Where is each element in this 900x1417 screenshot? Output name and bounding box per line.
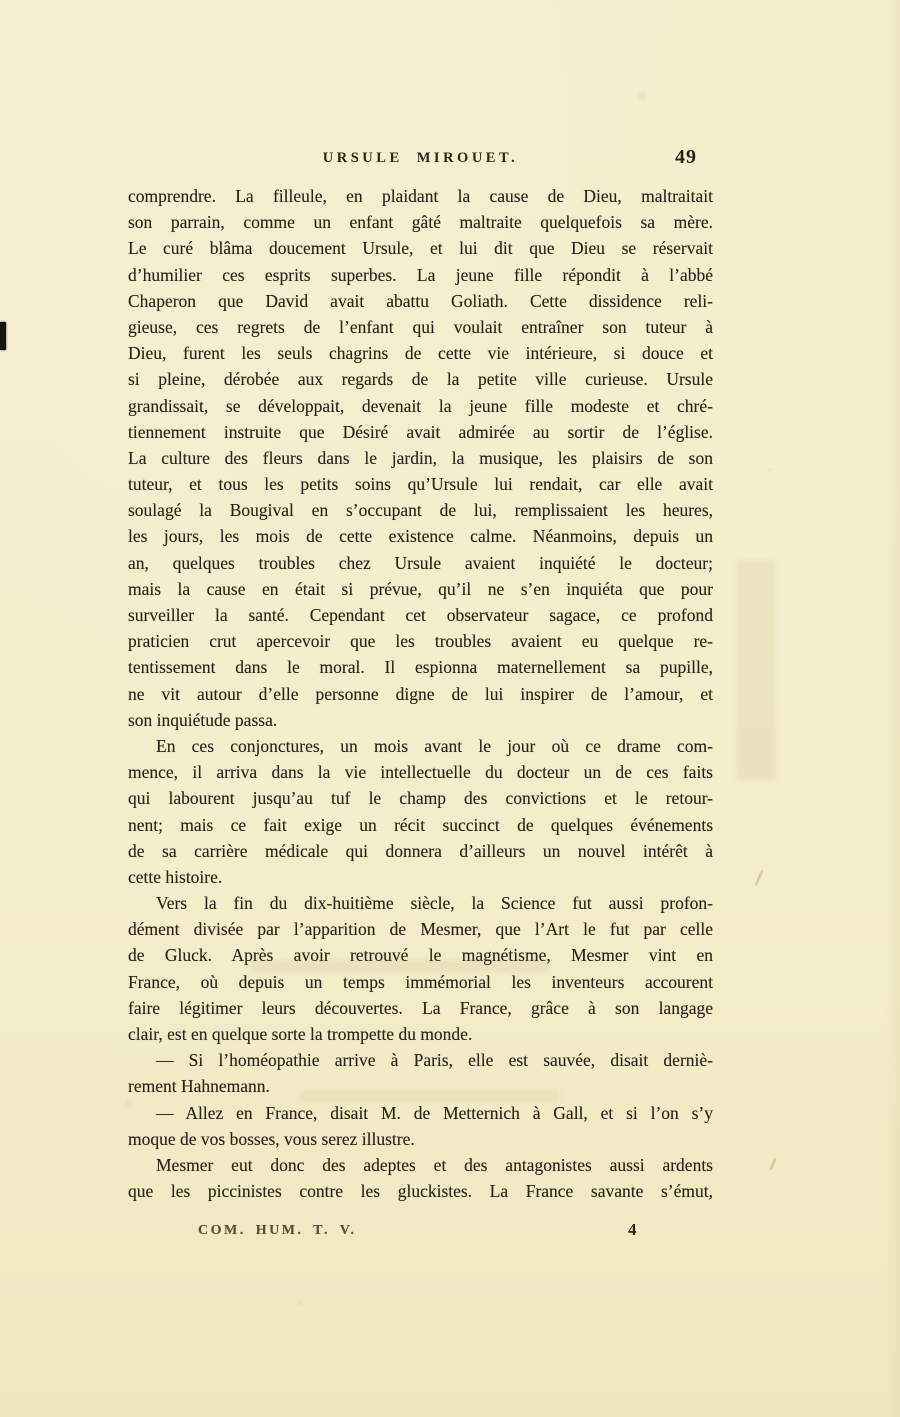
text-line: Mesmer eut donc des adeptes et des antagonistes aussi ardents (156, 1154, 713, 1175)
text-line: tuteur, et tous les petits soins qu’Ursule lui rendait, car elle avait (128, 474, 713, 495)
text-line: praticien crut apercevoir que les troubles avaient eu quelque re- (128, 631, 713, 652)
text-line: qui labourent jusqu’au tuf le champ des convictions et le retour- (128, 788, 713, 809)
text-line: de sa carrière médicale qui donnera d’ailleurs un nouvel intérêt à (128, 840, 713, 861)
text-line: tentissement dans le moral. Il espionna maternellement sa pupille, (128, 657, 713, 678)
text-line: clair, est en quelque sorte la trompette du monde. (128, 1024, 473, 1044)
text-line: France, où depuis un temps immémorial les inventeurs accourent (128, 971, 713, 992)
text-line: dément divisée par l’apparition de Mesmer, que l’Art le fut par celle (128, 919, 713, 940)
text-line: — Allez en France, disait M. de Metternich à Gall, et si l’on s’y (156, 1102, 713, 1123)
text-line: — Si l’homéopathie arrive à Paris, elle est sauvée, disait derniè- (156, 1050, 713, 1071)
text-line: La culture des fleurs dans le jardin, la musique, les plaisirs de son (128, 447, 713, 468)
running-title: URSULE MIROUET. (322, 150, 519, 166)
text-line: Chaperon que David avait abattu Goliath. Cette dissidence reli- (128, 290, 713, 311)
text-line: mence, il arriva dans la vie intellectuelle du docteur un de ces faits (128, 762, 713, 783)
paper-scratch (770, 1158, 777, 1170)
text-line: les jours, les mois de cette existence calme. Néanmoins, depuis un (128, 526, 713, 547)
page-footer (128, 1220, 713, 1246)
text-line: Le curé blâma doucement Ursule, et lui dit que Dieu se réservait (128, 238, 713, 259)
text-line: cette histoire. (128, 866, 223, 887)
text-line: son inquiétude passa. (128, 709, 278, 730)
text-line: mais la cause en était si prévue, qu’il ne s’en inquiéta que pour (128, 578, 713, 599)
text-line: faire légitimer leurs découvertes. La France, grâce à son langage (128, 997, 713, 1018)
paper-scratch (755, 870, 763, 885)
text-line: moque de vos bosses, vous serez illustre. (128, 1128, 415, 1149)
sheet-number: 4 (628, 1220, 637, 1239)
text-line: Vers la fin du dix-huitième siècle, la Science fut aussi profon- (156, 893, 713, 914)
text-line: an, quelques troubles chez Ursule avaient inquiété le docteur; (128, 552, 713, 573)
text-line: son parrain, comme un enfant gâté maltraite quelquefois sa mère. (128, 212, 713, 233)
text-line: si pleine, dérobée aux regards de la petite ville curieuse. Ursule (128, 369, 713, 390)
text-line: comprendre. La filleule, en plaidant la cause de Dieu, maltraitait (128, 186, 713, 206)
text-line: En ces conjonctures, un mois avant le jour où ce drame com- (156, 735, 713, 756)
body-text (128, 183, 713, 1204)
text-line: grandissait, se développait, devenait la jeune fille modeste et chré- (128, 395, 713, 416)
paper-smudge (736, 560, 776, 780)
text-line: Dieu, furent les seuls chagrins de cette vie intérieure, si douce et (128, 343, 713, 364)
text-line: soulagé la Bougival en s’occupant de lui, remplissaient les heures, (128, 500, 713, 521)
text-line: de Gluck. Après avoir retrouvé le magnétisme, Mesmer vint en (128, 945, 713, 966)
text-line: ne vit autour d’elle personne digne de lui inspirer de l’amour, et (128, 683, 713, 704)
left-edge-ink-mark (0, 322, 6, 350)
page-header (128, 146, 713, 172)
text-line: que les piccinistes contre les gluckistes. La France savante s’émut, (128, 1181, 713, 1202)
text-line: nent; mais ce fait exige un récit succinct de quelques événements (128, 814, 713, 835)
page-number: 49 (675, 146, 697, 168)
text-line: tiennement instruite que Désiré avait admirée au sortir de l’église. (128, 421, 713, 442)
text-line: rement Hahnemann. (128, 1076, 270, 1097)
text-line: surveiller la santé. Cependant cet observateur sagace, ce profond (128, 605, 713, 625)
text-line: gieuse, ces regrets de l’enfant qui voulait entraîner son tuteur à (128, 316, 713, 337)
edition-signature: COM. HUM. T. V. (198, 1223, 357, 1238)
text-line: d’humilier ces esprits superbes. La jeune fille répondit à l’abbé (128, 264, 713, 285)
